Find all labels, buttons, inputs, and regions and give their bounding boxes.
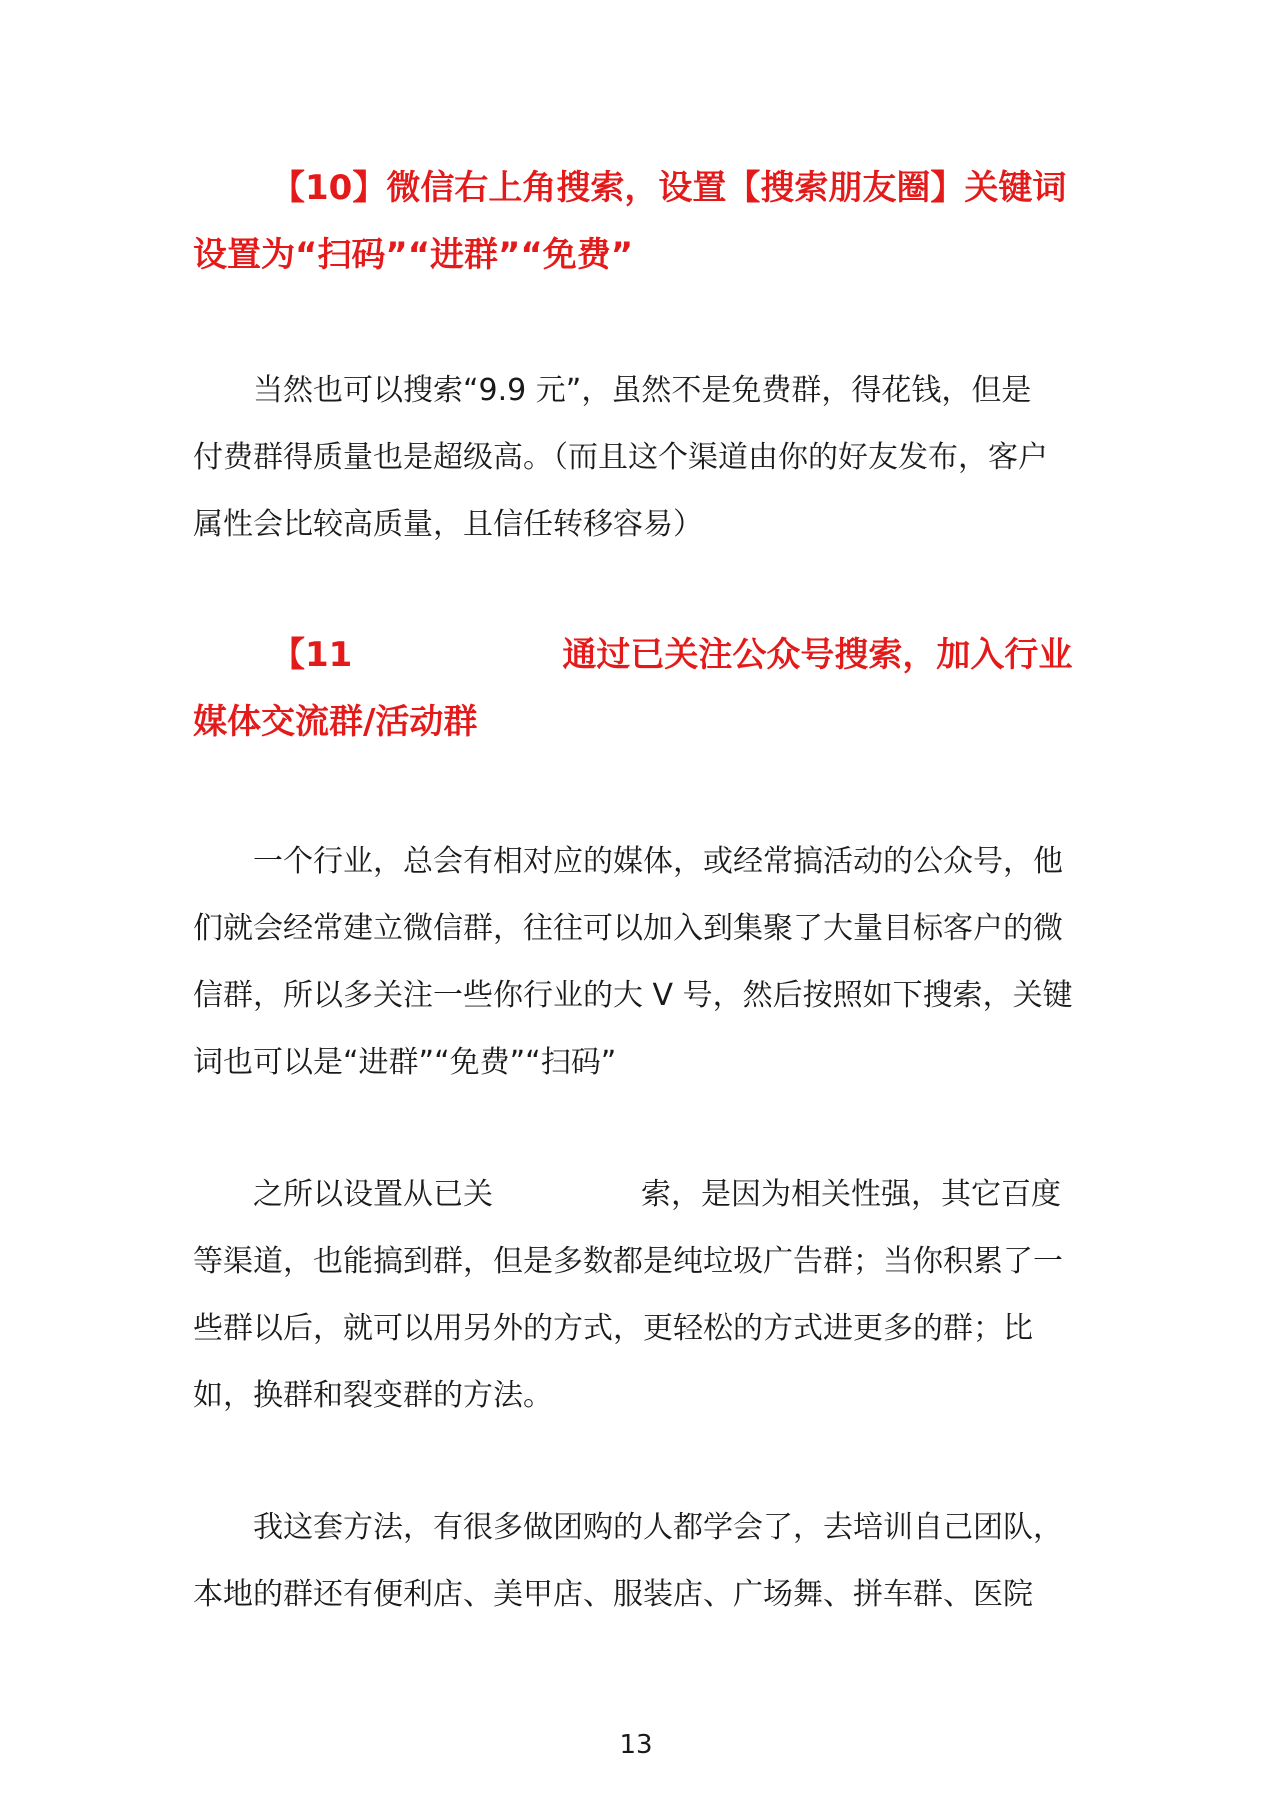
paragraph-1-line-2: 付费群得质量也是超级高。（而且这个渠道由你的好友发布，客户 (193, 440, 1048, 475)
paragraph-4-line-1: 我这套方法，有很多做团购的人都学会了，去培训自己团队， (253, 1510, 1063, 1545)
section-11-heading-line-1 (193, 622, 1073, 689)
paragraph-3 (193, 1161, 1073, 1429)
paragraph-3-line-1-start: 之所以设置从已关 (253, 1177, 493, 1212)
paragraph-2-line-4: 词也可以是“进群”“免费”“扫码” (193, 1045, 617, 1080)
paragraph-3-line-1 (193, 1161, 1073, 1228)
paragraph-3-line-4: 如，换群和裂变群的方法。 (193, 1378, 553, 1413)
section-10-heading (193, 155, 1073, 289)
section-11-heading-line-2: 媒体交流群/活动群 (193, 702, 478, 742)
paragraph-2-line-2: 们就会经常建立微信群，往往可以加入到集聚了大量目标客户的微 (193, 911, 1063, 946)
paragraph-1-line-3: 属性会比较高质量，且信任转移容易） (193, 507, 703, 542)
page-number: 13 (619, 1730, 653, 1760)
paragraph-4-line-2: 本地的群还有便利店、美甲店、服装店、广场舞、拼车群、医院 (193, 1577, 1033, 1612)
paragraph-4 (193, 1494, 1073, 1628)
paragraph-2-line-1: 一个行业，总会有相对应的媒体，或经常搞活动的公众号，他 (253, 844, 1063, 879)
section-11-heading-number: 【11 (271, 635, 353, 675)
paragraph-3-line-2: 等渠道，也能搞到群，但是多数都是纯垃圾广告群；当你积累了一 (193, 1244, 1063, 1279)
paragraph-1 (193, 357, 1073, 558)
paragraph-2 (193, 828, 1073, 1096)
paragraph-3-line-1-end: 索，是因为相关性强，其它百度 (641, 1177, 1061, 1212)
paragraph-2-line-3: 信群，所以多关注一些你行业的大 V 号，然后按照如下搜索，关键 (193, 978, 1073, 1013)
paragraph-3-line-3: 些群以后，就可以用另外的方式，更轻松的方式进更多的群；比 (193, 1311, 1033, 1346)
paragraph-1-line-1: 当然也可以搜索“9.9 元”，虽然不是免费群，得花钱，但是 (253, 373, 1032, 408)
section-11-heading-title: 通过已关注公众号搜索，加入行业 (562, 635, 1073, 675)
section-11-heading (193, 622, 1073, 756)
section-10-heading-line-1: 【10】微信右上角搜索，设置【搜索朋友圈】关键词 (271, 168, 1067, 208)
section-10-heading-line-2: 设置为“扫码”“进群”“免费” (193, 235, 634, 275)
